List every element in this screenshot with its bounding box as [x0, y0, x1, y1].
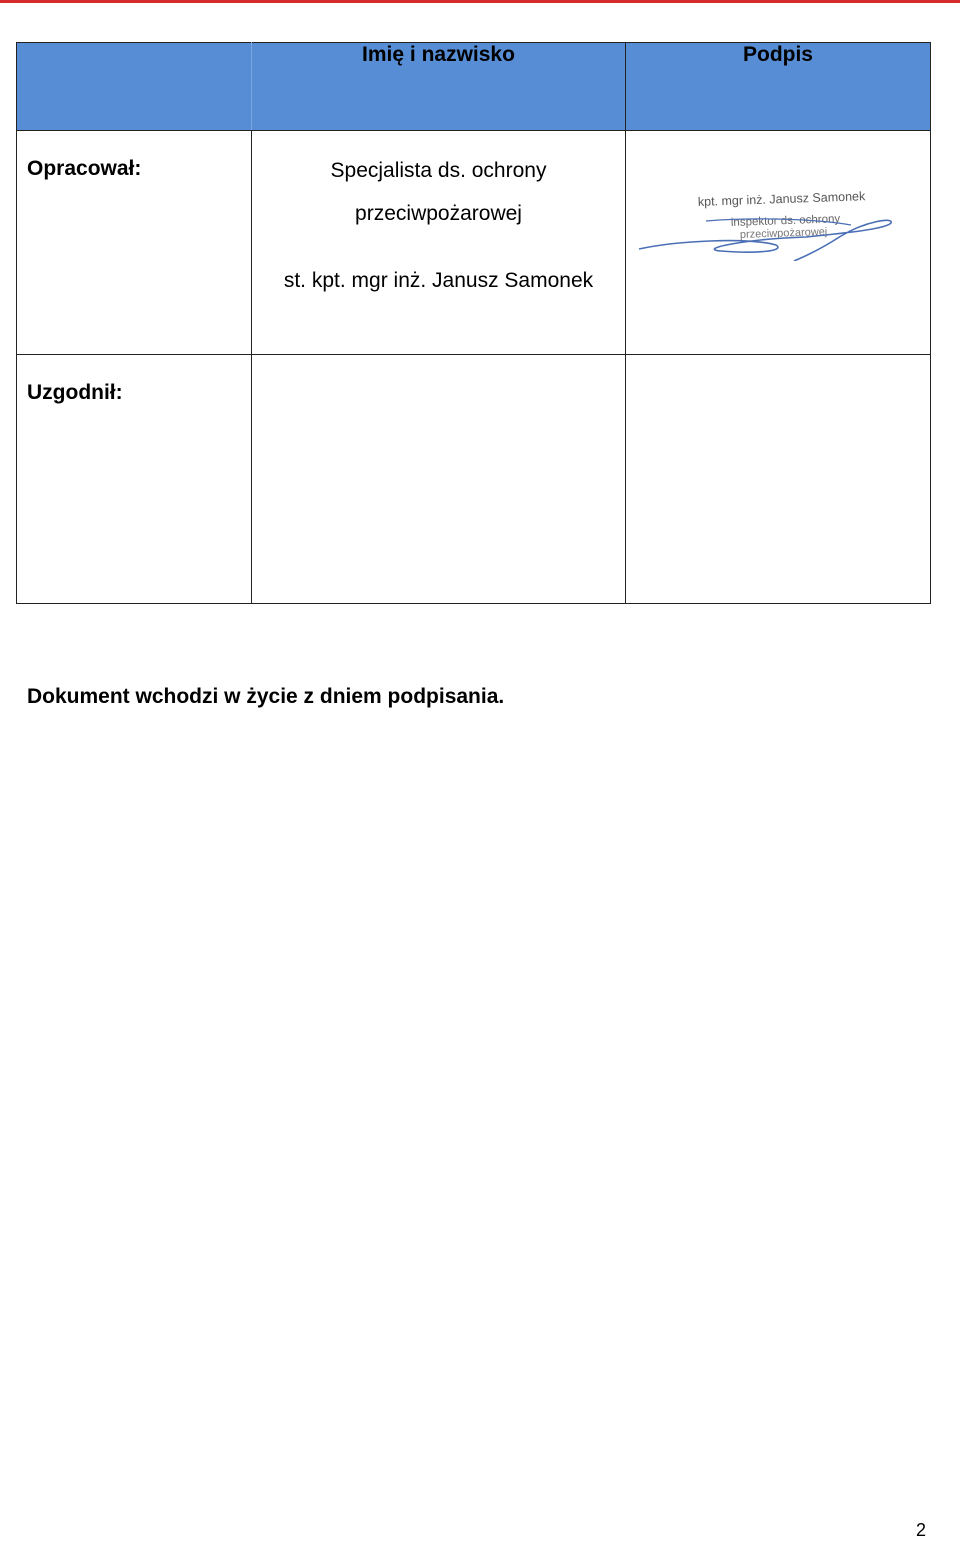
prepared-signature-cell: [626, 131, 931, 355]
agreed-signature-cell: [626, 355, 931, 604]
header-blank-cell: [17, 43, 252, 131]
prepared-position-line1: Specjalista ds. ochrony: [330, 159, 547, 182]
top-rule: [0, 0, 960, 3]
signature-stamp-image: [636, 181, 906, 261]
stamp-line2: inspektor ds. ochrony: [730, 213, 841, 229]
page-number: 2: [915, 1520, 926, 1540]
approval-table: [16, 42, 931, 604]
prepared-label: Opracował:: [17, 131, 252, 355]
stamp-line3: przeciwpożarowej: [739, 225, 828, 241]
header-name-column: Imię i nazwisko: [252, 43, 626, 131]
table-header-row: [17, 43, 931, 131]
table-row-prepared: [17, 131, 931, 355]
prepared-position-line2: przeciwpożarowej: [355, 202, 522, 225]
stamp-line1: kpt. mgr inż. Janusz Samonek: [697, 189, 866, 209]
prepared-person-name: st. kpt. mgr inż. Janusz Samonek: [283, 269, 594, 292]
spacer: [252, 235, 625, 259]
agreed-label: Uzgodnił:: [17, 355, 252, 604]
agreed-name-cell: [252, 355, 626, 604]
header-signature-column: Podpis: [626, 43, 931, 131]
effective-date-statement: Dokument wchodzi w życie z dniem podpisania.: [27, 685, 505, 708]
table-row-agreed: [17, 355, 931, 604]
prepared-name-cell: [252, 131, 626, 355]
